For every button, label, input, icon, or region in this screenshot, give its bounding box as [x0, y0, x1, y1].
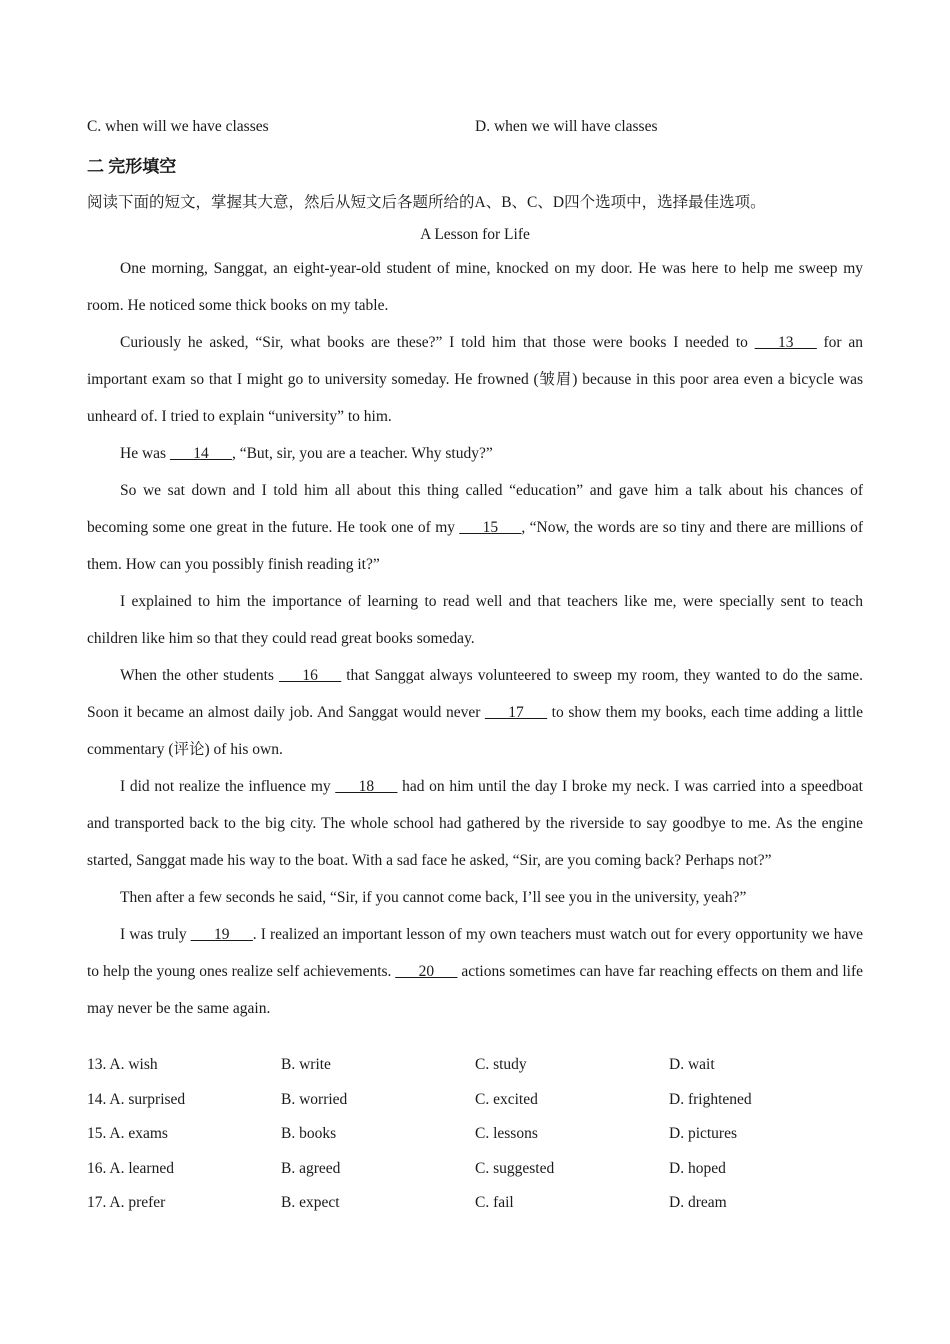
paragraph-text: So we sat down and I told him all about this thing called “education” and gave him a talk about his chances of becoming some one great in the future. He took one of my — [87, 482, 863, 536]
passage-body — [87, 250, 863, 1027]
paragraph-5 — [87, 583, 863, 657]
q17-option-a[interactable]: 17. A. prefer — [87, 1194, 166, 1211]
q16-option-a[interactable]: 16. A. learned — [87, 1160, 174, 1177]
paragraph-text: , “Now, the words are so tiny and there are millions of them. How can you possibly finish reading it?” — [87, 519, 863, 573]
q13-option-d[interactable]: D. wait — [669, 1056, 715, 1073]
paragraph-1 — [87, 250, 863, 324]
paragraph-text: When the other students — [120, 667, 280, 684]
q16-option-b[interactable]: B. agreed — [281, 1160, 341, 1177]
section-heading: 二 完形填空 — [87, 157, 177, 176]
blank-15: ___15___ — [459, 519, 522, 536]
paragraph-text: that Sanggat always volunteered to sweep my room, they wanted to do the same. Soon it became an almost daily job. And Sanggat would never — [87, 667, 864, 721]
q15-option-a[interactable]: 15. A. exams — [87, 1125, 168, 1142]
blank-16: ___16___ — [279, 667, 342, 684]
q13-option-b[interactable]: B. write — [281, 1056, 331, 1073]
q15-option-c[interactable]: C. lessons — [475, 1125, 538, 1142]
q13-option-a[interactable]: 13. A. wish — [87, 1056, 158, 1073]
blank-17: ___17___ — [485, 704, 548, 721]
blank-14: ___14___ — [169, 445, 232, 462]
paragraph-9 — [87, 916, 863, 1027]
paragraph-8 — [87, 879, 863, 916]
paragraph-3 — [87, 435, 863, 472]
q17-option-c[interactable]: C. fail — [475, 1194, 514, 1211]
paragraph-text: had on him until the day I broke my neck. I was carried into a speedboat and transported back to the big city. The whole school had gathered by the riverside to say goodbye to me. As the engine started, Sanggat made his way to the boat. With a sad face he asked, “Sir, are you coming back? Perhaps not?” — [87, 778, 863, 869]
paragraph-7 — [87, 768, 863, 879]
paragraph-text: One morning, Sanggat, an eight-year-old student of mine, knocked on my door. He was here to help me sweep my room. He noticed some thick books on my table. — [87, 260, 863, 314]
blank-19: ___19___ — [190, 926, 253, 943]
paragraph-6 — [87, 657, 863, 768]
paragraph-text: I explained to him the importance of learning to read well and that teachers like me, were specially sent to teach children like him so that they could read great books someday. — [87, 593, 863, 647]
paragraph-4 — [87, 472, 863, 583]
q16-option-d[interactable]: D. hoped — [669, 1160, 726, 1177]
q13-option-c[interactable]: C. study — [475, 1056, 527, 1073]
paragraph-2 — [87, 324, 863, 435]
paragraph-text: Then after a few seconds he said, “Sir, if you cannot come back, I’ll see you in the university, yeah?” — [120, 889, 747, 906]
prev-option-d: D. when we will have classes — [475, 118, 658, 135]
q14-option-d[interactable]: D. frightened — [669, 1091, 752, 1108]
paragraph-text: He was — [120, 445, 170, 462]
paragraph-text: to show them my books, each time adding a little commentary (评论) of his own. — [87, 704, 863, 758]
paragraph-text: I did not realize the influence my — [120, 778, 336, 795]
q15-option-b[interactable]: B. books — [281, 1125, 337, 1142]
prev-option-c: C. when will we have classes — [87, 118, 269, 135]
paragraph-text: I was truly — [120, 926, 191, 943]
section-instruction: 阅读下面的短文，掌握其大意，然后从短文后各题所给的A、B、C、D四个选项中，选择最佳选项。 — [87, 194, 766, 211]
passage-title: A Lesson for Life — [420, 226, 530, 243]
q14-option-c[interactable]: C. excited — [475, 1091, 538, 1108]
paragraph-text: for an important exam so that I might go to university someday. He frowned (皱眉) because in this poor area even a bicycle was unheard of. I tried to explain “university” to him. — [87, 334, 863, 425]
q16-option-c[interactable]: C. suggested — [475, 1160, 555, 1177]
blank-13: ___13___ — [754, 334, 817, 351]
blank-18: ___18___ — [335, 778, 398, 795]
paragraph-text: . I realized an important lesson of my own teachers must watch out for every opportunity we have to help the young ones realize self achievements. — [87, 926, 863, 980]
paragraph-text: , “But, sir, you are a teacher. Why study?” — [231, 445, 493, 462]
q14-option-a[interactable]: 14. A. surprised — [87, 1091, 186, 1108]
q17-option-d[interactable]: D. dream — [669, 1194, 727, 1211]
q14-option-b[interactable]: B. worried — [281, 1091, 348, 1108]
paragraph-text: actions sometimes can have far reaching effects on them and life may never be the same again. — [87, 963, 863, 1017]
paragraph-text: Curiously he asked, “Sir, what books are these?” I told him that those were books I needed to — [120, 334, 755, 351]
blank-20: ___20___ — [395, 963, 458, 980]
q17-option-b[interactable]: B. expect — [281, 1194, 340, 1211]
q15-option-d[interactable]: D. pictures — [669, 1125, 738, 1142]
